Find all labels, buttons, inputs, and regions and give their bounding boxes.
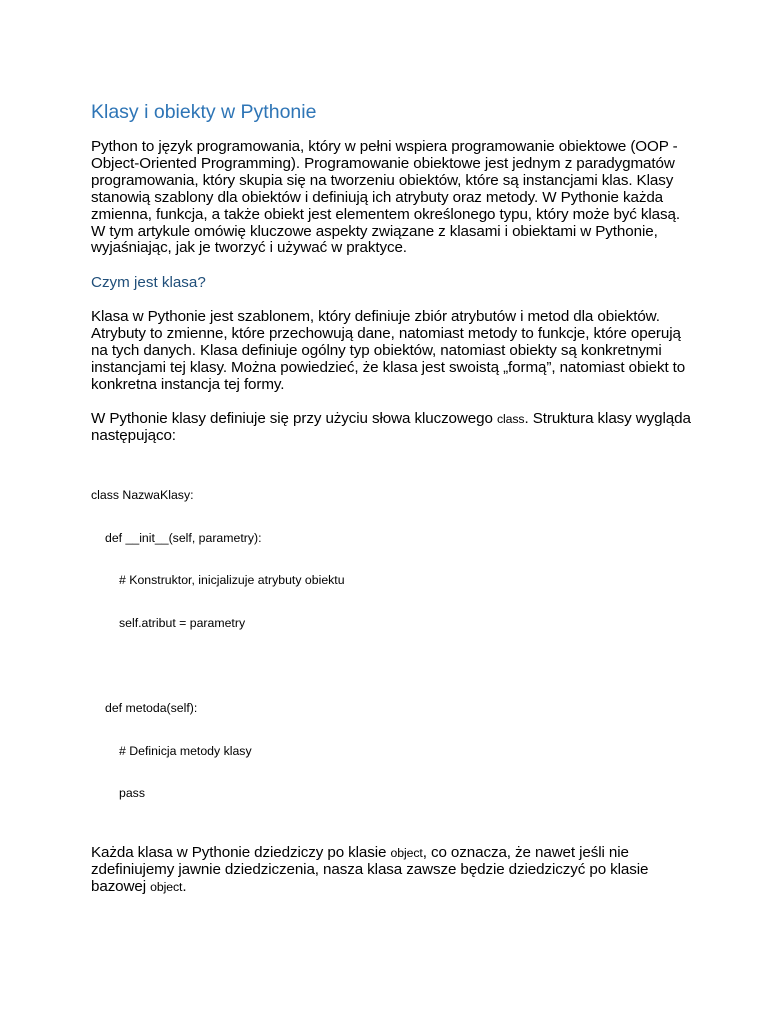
document-title: Klasy i obiekty w Pythonie xyxy=(91,101,317,123)
code-line: self.atribut = parametry xyxy=(119,615,246,630)
intro-paragraph: Python to język programowania, który w pełni wspiera programowanie obiektowe (OOP - Object-Oriented Programming). Programowanie obiektowe jest jednym z paradygmatów programowania, który skupia się na tworzeniu obiektów, które są instancjami klas. Klasy stanowią szablony dla obiektów i definiują ich atrybuty oraz metody. W Pythonie każda zmienna, funkcja, a także obiekt jest elementem określonego typu, który może być klasą. W tym artykule omówię kluczowe aspekty związane z klasami i obiektami w Pythonie, wyjaśniając, jak je tworzyć i używać w praktyce. xyxy=(91,138,680,257)
inheritance-text-1: Każda klasa w Pythonie dziedziczy po klasie xyxy=(91,843,391,861)
code-line: # Konstruktor, inicjalizuje atrybuty obiektu xyxy=(119,573,345,588)
class-definition-paragraph: Klasa w Pythonie jest szablonem, który definiuje zbiór atrybutów i metod dla obiektów. Atrybuty to zmienne, które przechowują dane, natomiast metody to funkcje, które operują na tych danych. Klasa definiuje ogólny typ obiektów, natomiast obiekty są konkretnymi instancjami tej klasy. Można powiedzieć, że klasa jest swoistą „formą”, natomiast obiekt to konkretna instancja tej formy. xyxy=(91,308,686,393)
inheritance-paragraph xyxy=(91,845,691,896)
section-heading: Czym jest klasa? xyxy=(91,274,206,292)
class-keyword: class xyxy=(496,411,525,426)
code-line: # Definicja metody klasy xyxy=(119,743,252,758)
document-content xyxy=(91,100,691,896)
code-line: pass xyxy=(119,786,145,801)
code-blank-line xyxy=(91,658,691,672)
object-keyword: object xyxy=(150,879,183,894)
code-example xyxy=(91,460,691,829)
keyword-paragraph xyxy=(91,411,691,445)
inheritance-text-3: . xyxy=(182,877,187,895)
code-line: def metoda(self): xyxy=(105,701,198,716)
inheritance-text-2: , co oznacza, że nawet jeśli nie zdefiniujemy jawnie dziedziczenia, nasza klasa zawsze będzie dziedziczyć po klasie bazowej xyxy=(91,843,649,895)
object-keyword: object xyxy=(390,845,423,860)
code-line: class NazwaKlasy: xyxy=(91,488,194,503)
code-line: def __init__(self, parametry): xyxy=(105,530,262,545)
keyword-paragraph-before: W Pythonie klasy definiuje się przy użyciu słowa kluczowego xyxy=(91,409,497,427)
keyword-paragraph-after: . Struktura klasy wygląda następująco: xyxy=(91,409,691,444)
